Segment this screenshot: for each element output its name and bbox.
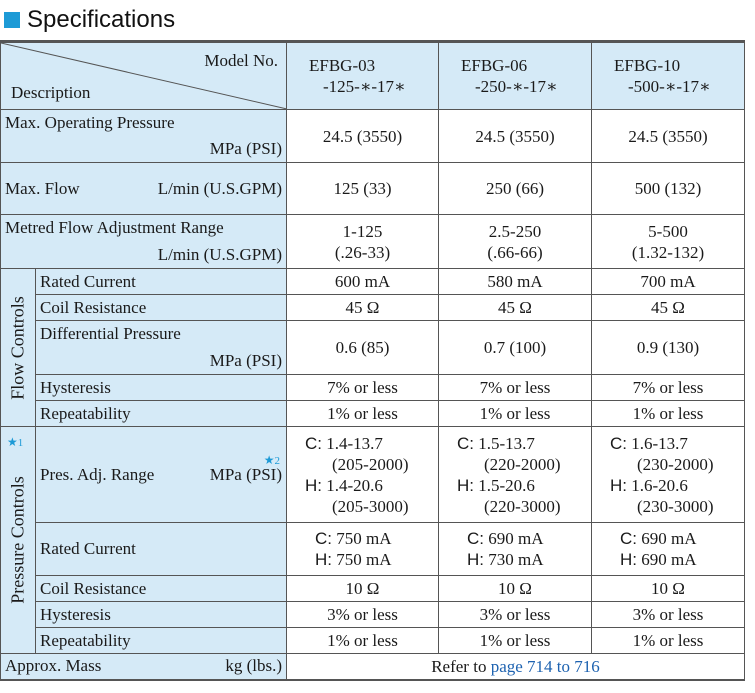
value-cell: 1% or less [592,628,745,654]
section-title-bar [4,6,175,34]
value-cell [439,523,592,576]
value-cell: 45 Ω [439,295,592,321]
model-name: EFBG-10 [614,56,681,75]
value-cell: 10 Ω [439,576,592,602]
value-cell [287,215,439,269]
model-header-efbg-03 [287,42,439,110]
value-cell [592,215,745,269]
label-cell [1,163,287,215]
page-title: Specifications [27,6,176,33]
h-prefix: H: [620,550,637,569]
value-cell: 0.6 (85) [287,321,439,375]
value-cell: 1% or less [592,401,745,427]
c-prefix: C: [315,529,332,548]
row-max-flow [1,163,745,215]
c-prefix: C: [467,529,484,548]
h-prefix: H: [315,550,332,569]
group-label-pressure-controls [1,427,36,654]
row-label: Coil Resistance [36,576,287,602]
model-header-efbg-06 [439,42,592,110]
row-max-operating-pressure [1,110,745,163]
value-cell: 3% or less [592,602,745,628]
row-unit: L/min (U.S.GPM) [157,245,282,264]
h-range: 1.5-20.6 [478,475,535,495]
value-cell: 0.9 (130) [592,321,745,375]
range-value: 5-500 [648,221,688,241]
model-name: EFBG-06 [461,56,528,75]
label-cell [1,215,287,269]
label-cell [36,321,287,375]
row-unit: L/min (U.S.GPM) [157,178,282,198]
specifications-table [0,40,745,681]
star-glyph: ★ [7,435,18,449]
star-icon [264,453,280,468]
row-pressure-hysteresis [1,602,745,628]
c-range: 1.6-13.7 [631,433,688,453]
row-flow-rated-current [1,269,745,295]
model-suffix: -250-∗-17∗ [475,77,558,96]
model-suffix: -125-∗-17∗ [323,77,406,96]
model-name: EFBG-03 [309,56,376,75]
value-cell: 600 mA [287,269,439,295]
group-label-text: Pressure Controls [7,476,28,604]
value-cell [439,427,592,523]
h-current: 730 mA [488,550,544,569]
value-cell: 3% or less [287,602,439,628]
group-label-flow-controls [1,269,36,427]
row-flow-differential-pressure [1,321,745,375]
range-value: 2.5-250 [488,221,542,241]
value-cell: 1% or less [287,401,439,427]
value-cell: 1% or less [439,401,592,427]
h-prefix: H: [610,475,627,495]
value-cell: 1% or less [439,628,592,654]
row-label: Differential Pressure [40,324,181,343]
label-cell [1,654,287,680]
c-prefix: C: [620,529,637,548]
star-number: 2 [274,455,280,467]
label-cell [1,110,287,163]
row-unit: kg (lbs.) [225,656,282,676]
c-range: 1.5-13.7 [478,433,535,453]
value-cell: 24.5 (3550) [439,110,592,163]
star-number: 1 [17,437,24,449]
value-cell [592,427,745,523]
c-range: 1.4-13.7 [326,433,383,453]
value-cell: 24.5 (3550) [592,110,745,163]
row-label: Coil Resistance [36,295,287,321]
group-label-text: Flow Controls [7,295,28,400]
c-range-psi: (220-2000) [484,454,561,474]
row-pressure-rated-current [1,523,745,576]
value-cell: 500 (132) [592,163,745,215]
model-suffix: -500-∗-17∗ [628,77,711,96]
h-range: 1.4-20.6 [326,475,383,495]
row-label: Repeatability [36,401,287,427]
c-prefix: C: [610,433,627,453]
value-cell [592,523,745,576]
row-label: Max. Operating Pressure [5,113,175,132]
row-pressure-repeatability [1,628,745,654]
star-glyph: ★ [263,453,275,467]
value-cell [287,523,439,576]
row-label: Approx. Mass [5,656,102,676]
model-header-efbg-10 [592,42,745,110]
row-label: Rated Current [36,523,287,576]
value-cell: 7% or less [287,375,439,401]
h-current: 750 mA [336,550,392,569]
value-cell [439,215,592,269]
value-cell: 700 mA [592,269,745,295]
c-range-psi: (205-2000) [332,454,409,474]
row-label: Hysteresis [36,375,287,401]
h-range: 1.6-20.6 [631,475,688,495]
value-cell: 45 Ω [592,295,745,321]
description-label: Description [11,83,91,102]
h-range-psi: (220-3000) [484,496,561,516]
refer-text: Refer to [431,656,491,676]
value-cell: 7% or less [439,375,592,401]
row-flow-hysteresis [1,375,745,401]
range-value-gpm: (.66-66) [487,242,543,262]
page-reference-link[interactable]: page 714 to 716 [490,656,600,676]
row-pressure-coil-resistance [1,576,745,602]
value-cell: 580 mA [439,269,592,295]
c-prefix: C: [305,433,322,453]
label-cell [36,427,287,523]
range-value-gpm: (.26-33) [334,242,391,262]
h-prefix: H: [457,475,474,495]
row-unit: MPa (PSI) [209,351,282,370]
row-pres-adj-range [1,427,745,523]
value-cell: 125 (33) [287,163,439,215]
header-corner-cell [1,42,287,110]
row-label: Rated Current [36,269,287,295]
h-prefix: H: [467,550,484,569]
row-flow-repeatability [1,401,745,427]
header-row [1,42,745,110]
row-flow-coil-resistance [1,295,745,321]
value-cell: 250 (66) [439,163,592,215]
title-square-icon [4,12,20,28]
row-label: Pres. Adj. Range [40,464,155,484]
star-icon [7,435,23,450]
value-cell: 24.5 (3550) [287,110,439,163]
h-range-psi: (230-3000) [637,496,714,516]
row-approx-mass [1,654,745,680]
h-current: 690 mA [641,550,697,569]
row-label: Metred Flow Adjustment Range [5,218,224,237]
mass-value-cell [287,654,745,680]
row-label: Hysteresis [36,602,287,628]
c-prefix: C: [457,433,474,453]
value-cell: 7% or less [592,375,745,401]
row-metred-flow-range [1,215,745,269]
range-value-gpm: (1.32-132) [631,242,705,262]
model-no-label: Model No. [204,51,278,70]
c-range-psi: (230-2000) [637,454,714,474]
value-cell: 10 Ω [592,576,745,602]
value-cell: 10 Ω [287,576,439,602]
row-unit: MPa (PSI) [209,464,282,484]
h-prefix: H: [305,475,322,495]
value-cell: 45 Ω [287,295,439,321]
value-cell: 1% or less [287,628,439,654]
row-unit: MPa (PSI) [209,139,282,158]
c-current: 690 mA [641,529,697,548]
value-cell: 3% or less [439,602,592,628]
value-cell: 0.7 (100) [439,321,592,375]
c-current: 750 mA [336,529,392,548]
row-label: Repeatability [36,628,287,654]
range-value: 1-125 [342,221,383,241]
row-label: Max. Flow [5,178,80,198]
c-current: 690 mA [488,529,544,548]
value-cell [287,427,439,523]
h-range-psi: (205-3000) [332,496,409,516]
